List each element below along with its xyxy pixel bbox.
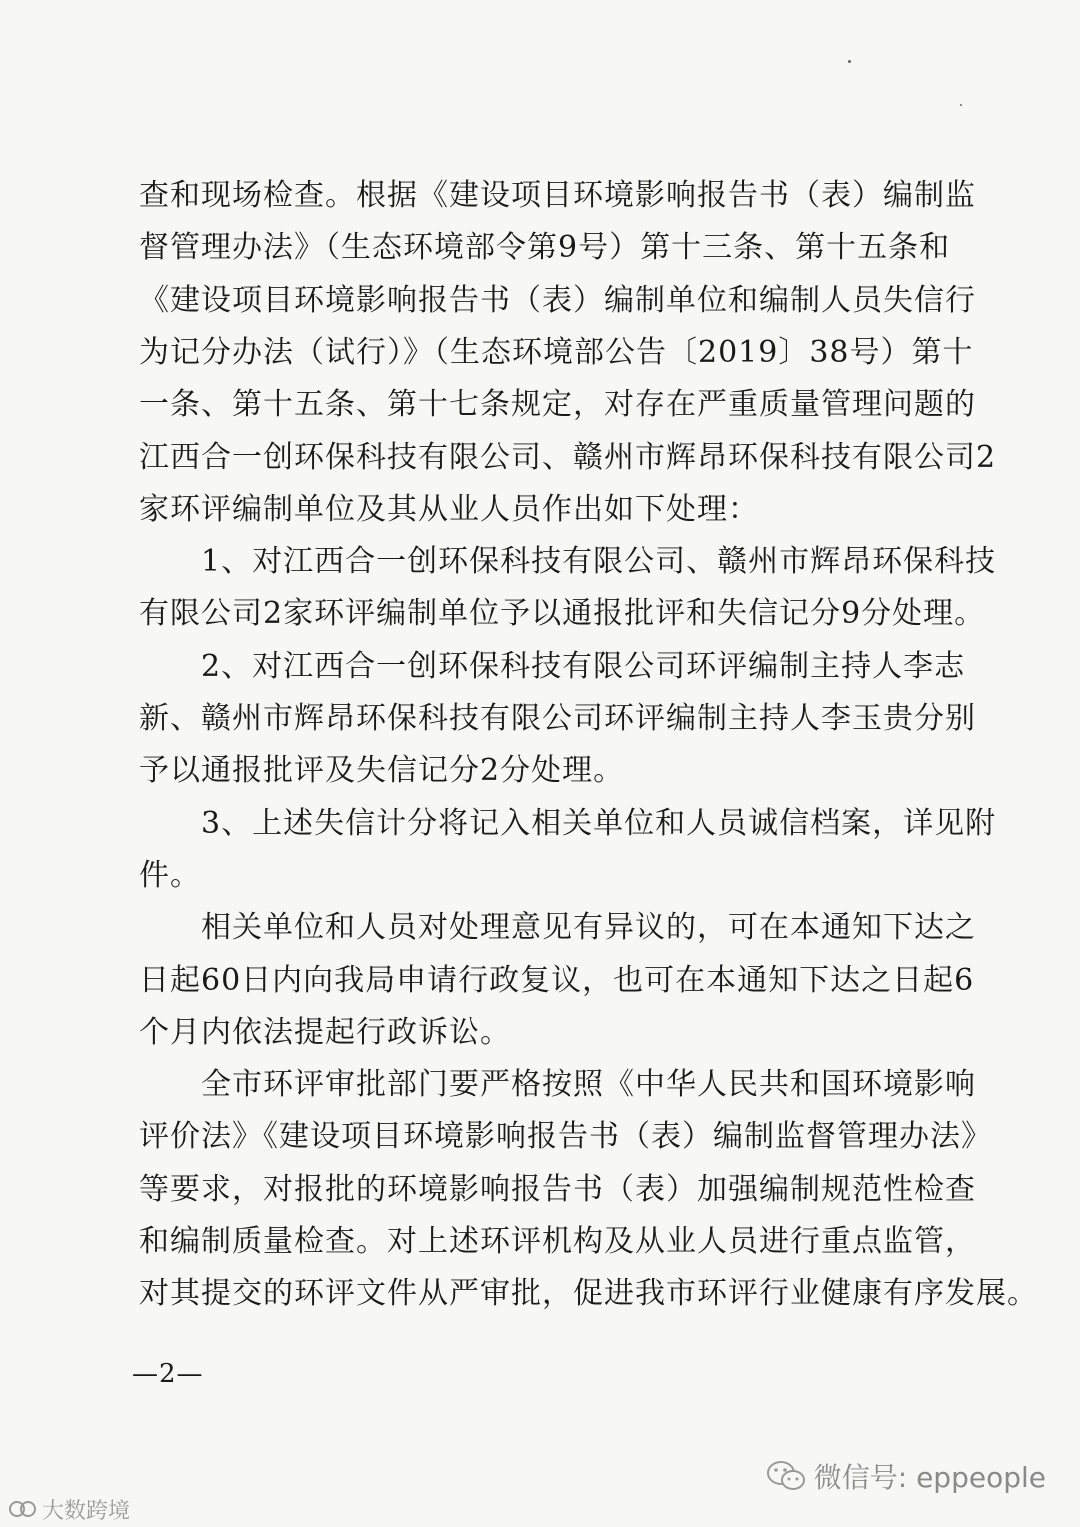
- text-line: 江西合一创环保科技有限公司、赣州市辉昂环保科技有限公司2: [139, 440, 997, 475]
- scan-speck: [960, 104, 962, 106]
- text-line: 有限公司2家环评编制单位予以通报批评和失信记分9分处理。: [139, 596, 986, 631]
- text-line: 2、对江西合一创环保科技有限公司环评编制主持人李志: [139, 649, 966, 684]
- text-line: 予以通报批评及失信记分2分处理。: [139, 753, 625, 788]
- text-line: 1、对江西合一创环保科技有限公司、赣州市辉昂环保科技: [139, 544, 997, 579]
- text-line: 件。: [139, 858, 201, 893]
- text-line: 查和现场检查。根据《建设项目环境影响报告书（表）编制监: [139, 178, 976, 213]
- wechat-id-text: 微信号: eppeople: [813, 1461, 1046, 1494]
- wechat-icon: [766, 1459, 806, 1493]
- text-line: 家环评编制单位及其从业人员作出如下处理：: [139, 492, 759, 527]
- scan-speck: [848, 60, 851, 63]
- text-line: 督管理办法》（生态环境部令第9号）第十三条、第十五条和: [139, 230, 951, 265]
- text-line: 《建设项目环境影响报告书（表）编制单位和编制人员失信行: [139, 283, 976, 318]
- text-line: 全市环评审批部门要严格按照《中华人民共和国环境影响: [139, 1067, 976, 1102]
- brand-watermark: [8, 1495, 130, 1523]
- text-line: 对其提交的环评文件从严审批，促进我市环评行业健康有序发展。: [139, 1276, 1038, 1311]
- text-line: 等要求，对报批的环境影响报告书（表）加强编制规范性检查: [139, 1172, 976, 1207]
- text-line: 一条、第十五条、第十七条规定，对存在严重质量管理问题的: [139, 387, 976, 422]
- wechat-watermark: [766, 1456, 1046, 1496]
- text-line: 评价法》《建设项目环境影响报告书（表）编制监督管理办法》: [139, 1119, 992, 1154]
- text-line: 相关单位和人员对处理意见有异议的，可在本通知下达之: [139, 910, 976, 945]
- text-line: 为记分办法（试行）》（生态环境部公告〔2019〕38号）第十: [139, 335, 974, 370]
- brand-logo-icon: [8, 1498, 38, 1520]
- brand-name-text: 大数跨境: [42, 1498, 131, 1524]
- text-line: 日起60日内向我局申请行政复议，也可在本通知下达之日起6: [139, 963, 975, 998]
- text-line: 和编制质量检查。对上述环评机构及从业人员进行重点监管，: [139, 1224, 976, 1259]
- text-line: 3、上述失信计分将记入相关单位和人员诚信档案，详见附: [139, 806, 997, 841]
- text-line: 个月内依法提起行政诉讼。: [139, 1015, 511, 1050]
- text-line: 新、赣州市辉昂环保科技有限公司环评编制主持人李玉贵分别: [139, 701, 976, 736]
- page-number: —2—: [132, 1359, 204, 1389]
